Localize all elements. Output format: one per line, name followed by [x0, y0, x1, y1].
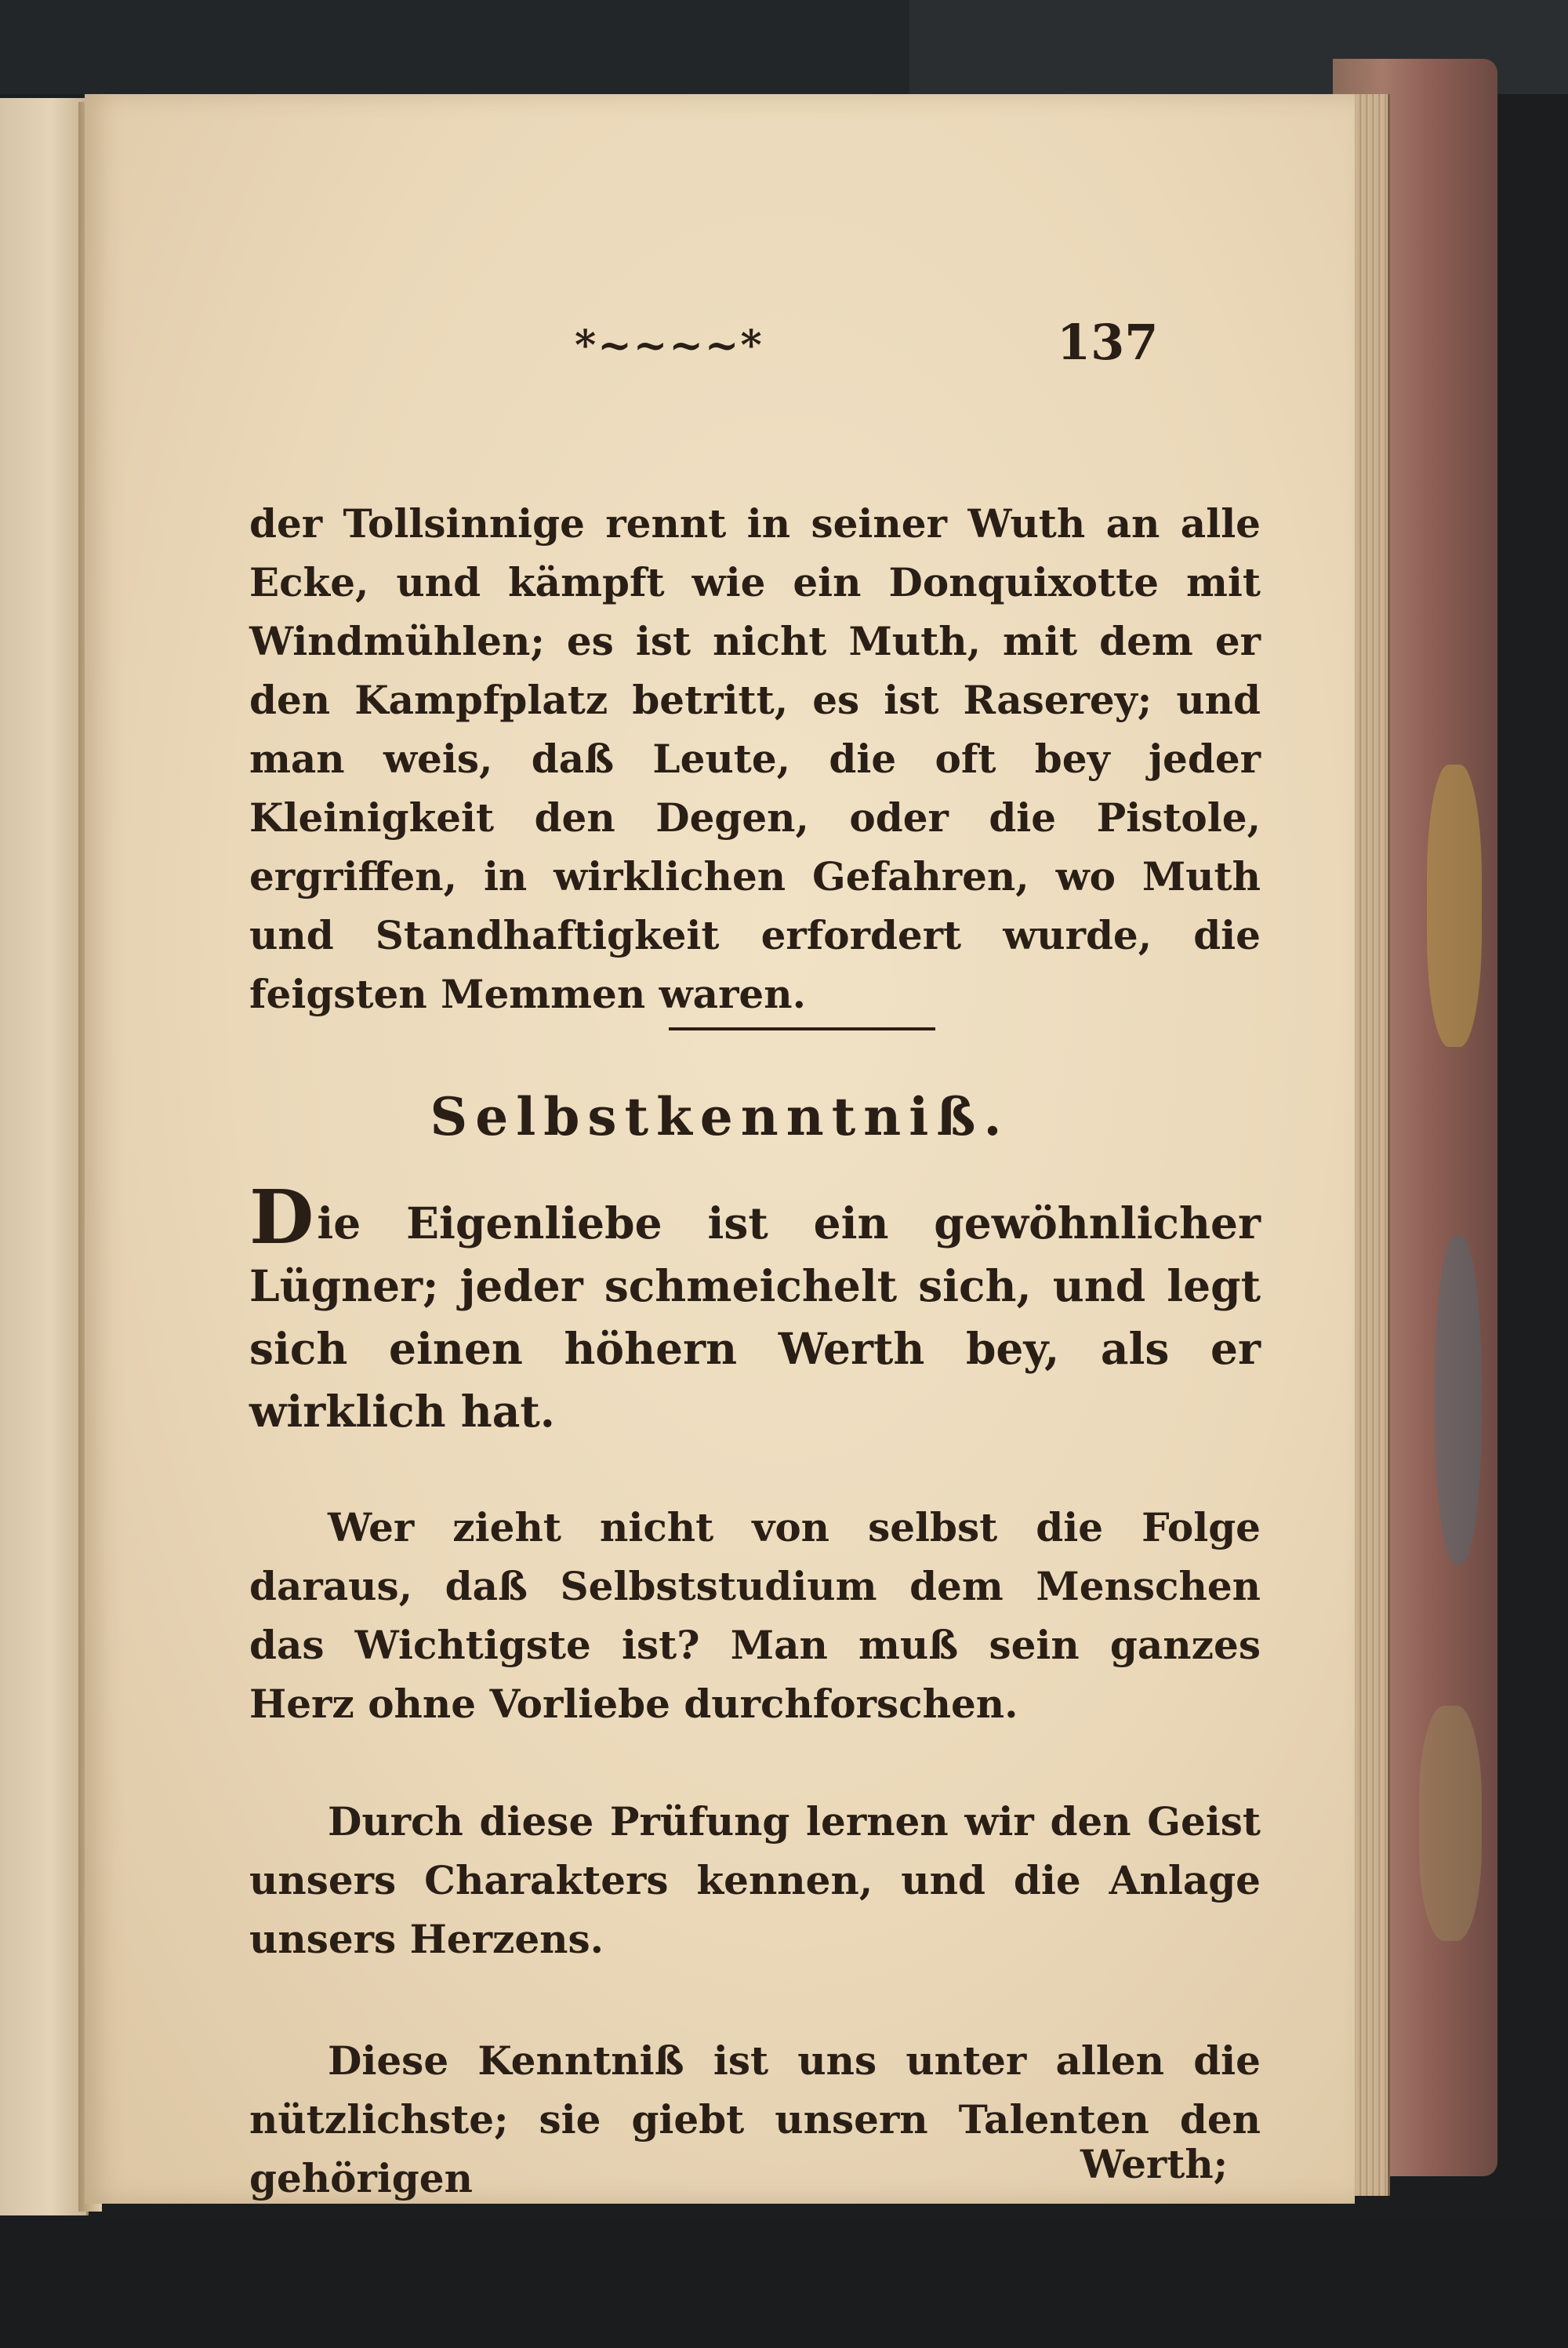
- scan-background-bottom: [0, 2219, 1568, 2348]
- paragraph: [249, 1792, 1261, 1968]
- page-number: 137: [1057, 314, 1159, 371]
- marbling-patch: [1419, 1706, 1482, 1941]
- paragraph: [249, 1498, 1261, 1733]
- opening-paragraph: [249, 1174, 1261, 1443]
- section-heading: Selbstkenntniß.: [430, 1086, 1010, 1147]
- paragraph-text: Durch diese Prüfung lernen wir den Geist unsers Charakters kennen, und die Anlage unsers Herzens.: [249, 1798, 1261, 1962]
- paragraph-text: Diese Kenntniß ist uns unter allen die nützlichste; sie giebt unsern Talenten den gehörigen: [249, 2037, 1261, 2201]
- opening-paragraph-text: ie Eigenliebe ist ein gewöhnlicher Lügner; jeder schmeichelt sich, und legt sich einen höhern Werth bey, als er wirklich hat.: [249, 1198, 1261, 1437]
- catchword: Werth;: [1080, 2141, 1229, 2187]
- section-divider: [669, 1027, 935, 1030]
- marbling-patch: [1435, 1235, 1482, 1565]
- paragraph-continuation: der Tollsinnige rennt in seiner Wuth an alle Ecke, und kämpft wie ein Donquixotte mit Windmühlen; es ist nicht Muth, mit dem er den Kampfplatz betritt, es ist Raserey; und man weis, daß Leute, die oft bey jeder Kleinigkeit den Degen, oder die Pistole, ergriffen, in wirklichen Gefahren, wo Muth und Standhaftigkeit erfordert wurde, die feigsten Memmen waren.: [249, 500, 1261, 1017]
- book-page: [85, 94, 1355, 2204]
- marbling-patch: [1427, 765, 1482, 1047]
- initial-letter: D: [249, 1174, 314, 1261]
- header-ornament: *~~~~*: [575, 322, 764, 369]
- paragraph-text: Wer zieht nicht von selbst die Folge daraus, daß Selbststudium dem Menschen das Wichtigste ist? Man muß sein ganzes Herz ohne Vorliebe durchforschen.: [249, 1504, 1261, 1727]
- left-page-edge: [0, 98, 89, 2215]
